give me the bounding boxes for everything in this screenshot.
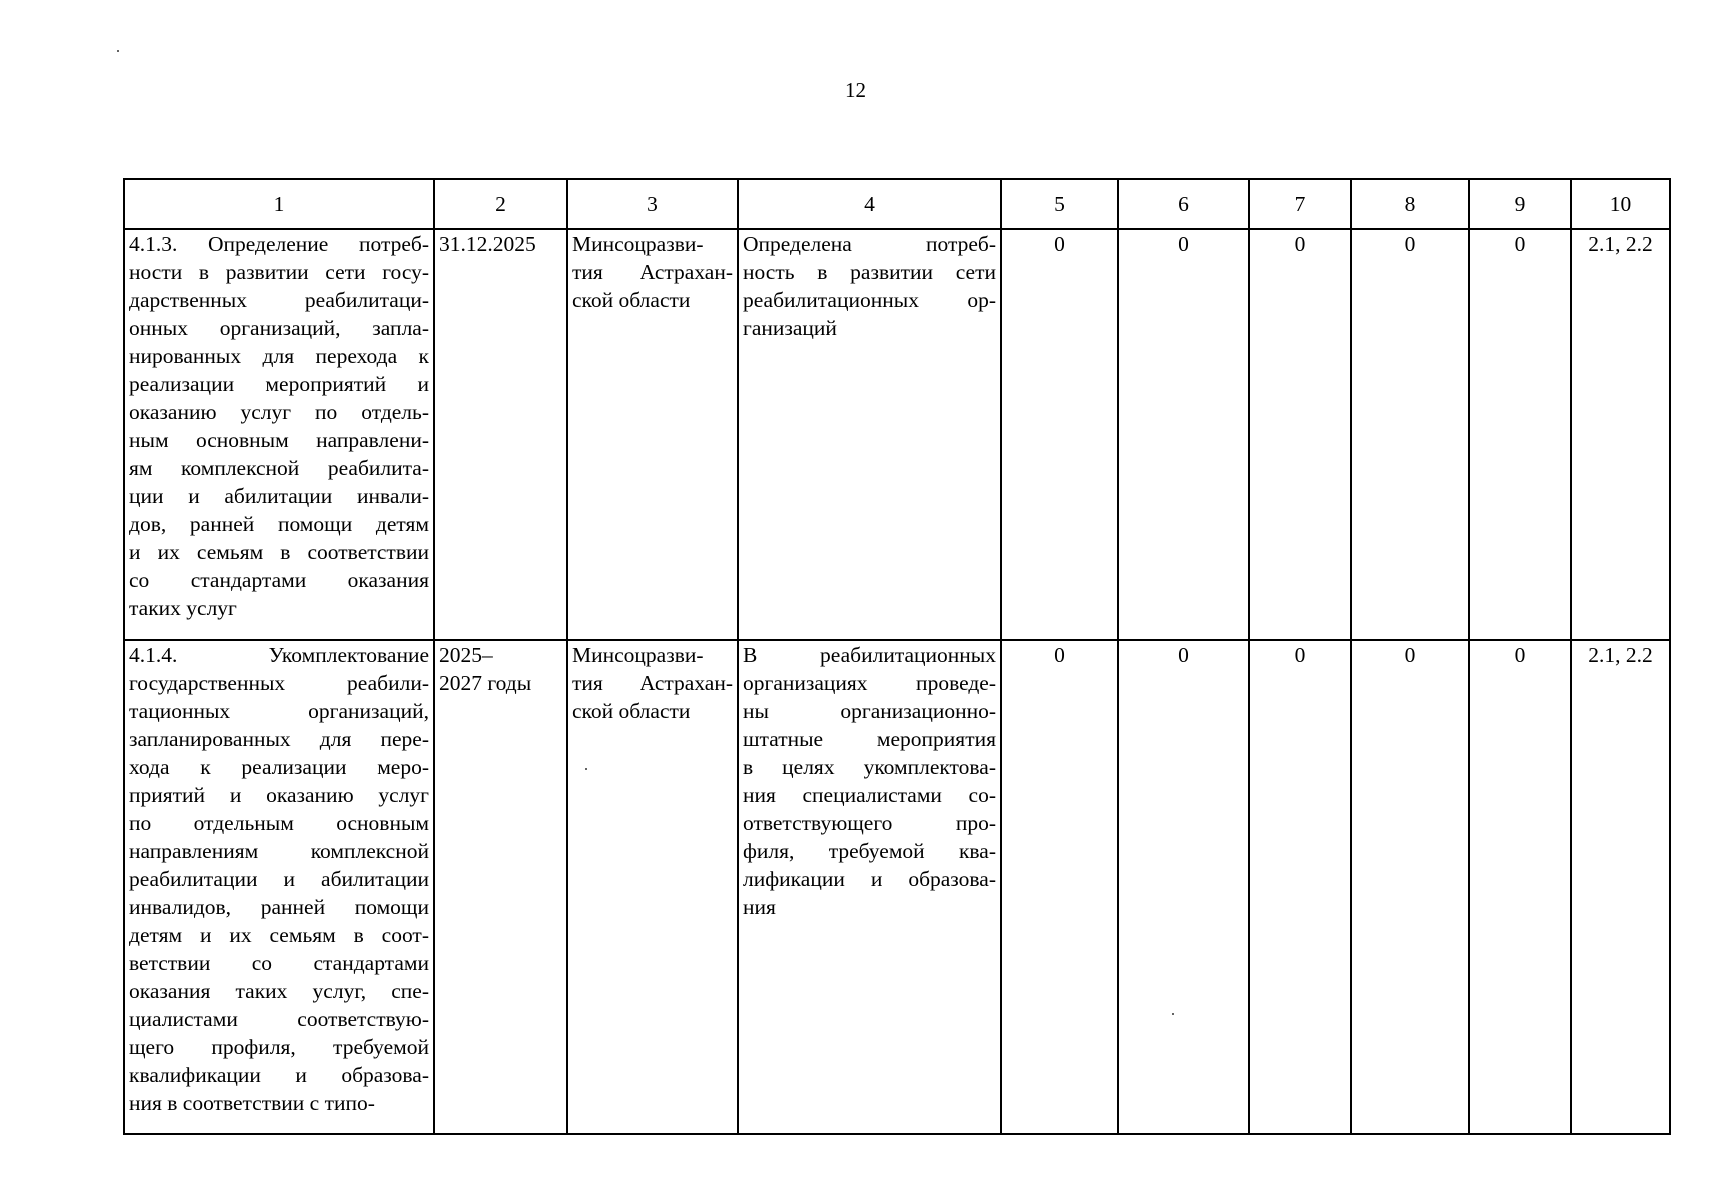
- text-line: онных организаций, запла-: [129, 316, 429, 340]
- column-number: 9: [1469, 179, 1571, 229]
- text-line: приятий и оказанию услуг: [129, 783, 429, 807]
- column-number: 3: [567, 179, 738, 229]
- text-line: нированных для перехода к: [129, 344, 429, 368]
- deadline-cell: [434, 229, 567, 640]
- text-line: ям комплексной реабилита-: [129, 456, 429, 480]
- text-line: ния в соответствии с типо-: [129, 1091, 375, 1115]
- executor-cell: [567, 640, 738, 1134]
- value-cell: 0: [1001, 229, 1118, 640]
- text-line: щего профиля, требуемой: [129, 1035, 429, 1059]
- indicator-ref-cell: 2.1, 2.2: [1571, 229, 1670, 640]
- value-cell: 0: [1249, 640, 1351, 1134]
- text-line: штатные мероприятия: [743, 727, 996, 751]
- text-line: реализации мероприятий и: [129, 372, 429, 396]
- value-cell: 0: [1001, 640, 1118, 1134]
- scan-speck: [117, 50, 119, 52]
- text-line: и их семьям в соответствии: [129, 540, 429, 564]
- text-line: запланированных для пере-: [129, 727, 429, 751]
- text-line: тия Астрахан-: [572, 671, 733, 695]
- text-line: Минсоцразви-: [572, 232, 704, 256]
- text-line: 4.1.4. Укомплектование: [129, 643, 429, 667]
- value-cell: 0: [1118, 229, 1249, 640]
- result-cell: [738, 640, 1001, 1134]
- text-line: ности в развитии сети госу-: [129, 260, 429, 284]
- value-cell: 0: [1118, 640, 1249, 1134]
- text-line: Определена потреб-: [743, 232, 996, 256]
- text-line: со стандартами оказания: [129, 568, 429, 592]
- text-line: направлениям комплексной: [129, 839, 429, 863]
- page-number: 12: [845, 78, 866, 102]
- text-line: 2027 годы: [439, 671, 532, 695]
- text-line: филя, требуемой ква-: [743, 839, 996, 863]
- text-line: Минсоцразви-: [572, 643, 704, 667]
- column-number: 6: [1118, 179, 1249, 229]
- text-line: в целях укомплектова-: [743, 755, 996, 779]
- text-line: детям и их семьям в соот-: [129, 923, 429, 947]
- indicator-ref-cell: 2.1, 2.2: [1571, 640, 1670, 1134]
- text-line: ции и абилитации инвали-: [129, 484, 429, 508]
- text-line: В реабилитационных: [743, 643, 996, 667]
- column-number: 1: [124, 179, 434, 229]
- text-line: тия Астрахан-: [572, 260, 733, 284]
- text-line: ния специалистами со-: [743, 783, 996, 807]
- executor-cell: [567, 229, 738, 640]
- text-line: по отдельным основным: [129, 811, 429, 835]
- text-line: тационных организаций,: [129, 699, 429, 723]
- column-number: 7: [1249, 179, 1351, 229]
- table-row: [124, 640, 1670, 1134]
- value-cell: 0: [1469, 229, 1571, 640]
- table-row: [124, 229, 1670, 640]
- text-line: ным основным направлени-: [129, 428, 429, 452]
- text-line: ганизаций: [743, 316, 837, 340]
- text-line: ской области: [572, 699, 691, 723]
- text-line: 4.1.3. Определение потреб-: [129, 232, 429, 256]
- text-line: циалистами соответствую-: [129, 1007, 429, 1031]
- text-line: ответствующего про-: [743, 811, 996, 835]
- text-line: ны организационно-: [743, 699, 996, 723]
- text-line: организациях проведе-: [743, 671, 996, 695]
- text-line: хода к реализации меро-: [129, 755, 429, 779]
- text-line: 2025–: [439, 643, 493, 667]
- text-line: государственных реабили-: [129, 671, 429, 695]
- text-line: дарственных реабилитаци-: [129, 288, 429, 312]
- activity-cell: [124, 229, 434, 640]
- text-line: инвалидов, ранней помощи: [129, 895, 429, 919]
- column-number-row: [124, 179, 1670, 229]
- value-cell: 0: [1351, 640, 1469, 1134]
- value-cell: 0: [1469, 640, 1571, 1134]
- text-line: дов, ранней помощи детям: [129, 512, 429, 536]
- activity-plan-table: [123, 178, 1671, 1135]
- text-line: оказания таких услуг, спе-: [129, 979, 429, 1003]
- text-line: реабилитационных ор-: [743, 288, 996, 312]
- text-line: ность в развитии сети: [743, 260, 996, 284]
- text-line: лификации и образова-: [743, 867, 996, 891]
- text-line: оказанию услуг по отдель-: [129, 400, 429, 424]
- text-line: квалификации и образова-: [129, 1063, 429, 1087]
- deadline-cell: [434, 640, 567, 1134]
- column-number: 4: [738, 179, 1001, 229]
- activity-cell: [124, 640, 434, 1134]
- value-cell: 0: [1249, 229, 1351, 640]
- column-number: 2: [434, 179, 567, 229]
- text-line: ния: [743, 895, 776, 919]
- text-line: ской области: [572, 288, 691, 312]
- text-line: реабилитации и абилитации: [129, 867, 429, 891]
- text-line: ветствии со стандартами: [129, 951, 429, 975]
- column-number: 8: [1351, 179, 1469, 229]
- column-number: 10: [1571, 179, 1670, 229]
- text-line: 31.12.2025: [439, 232, 536, 256]
- column-number: 5: [1001, 179, 1118, 229]
- text-line: таких услуг: [129, 596, 237, 620]
- value-cell: 0: [1351, 229, 1469, 640]
- result-cell: [738, 229, 1001, 640]
